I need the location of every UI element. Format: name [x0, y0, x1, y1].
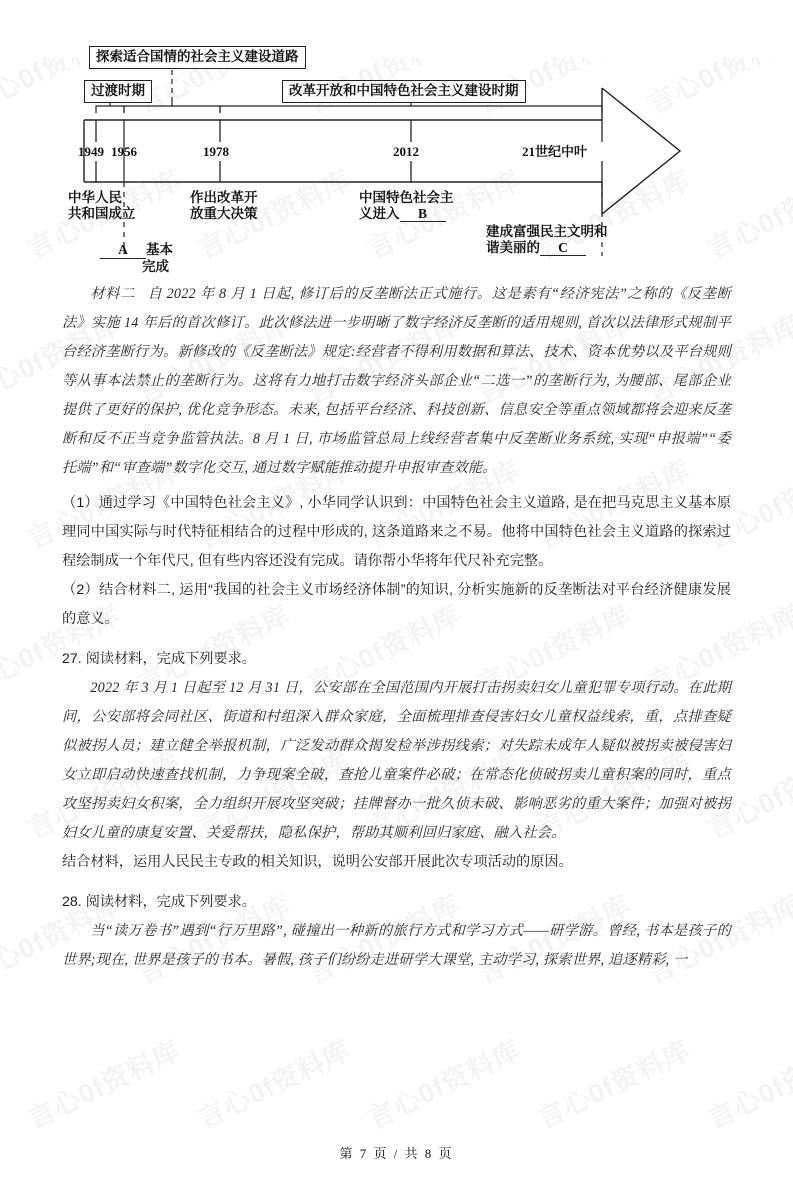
question-26-sub-1-text: 通过学习《中国特色社会主义》, 小华同学认识到：中国特色社会主义道路, 是在把马克思主义基本原理同中国实际与时代特征相结合的过程中形成的, 这条道路来之不易。他将中国特色社会主义道路的探索过程绘制成一个年代尺, 但有些内容还没有完成。请你帮小华将年代尺补充完整。	[62, 495, 732, 569]
timeline-box-explore: 探索适合国情的社会主义建设道路	[89, 46, 306, 69]
timeline-blank-b[interactable]: B	[400, 206, 446, 223]
question-28-number: 28.	[62, 894, 82, 910]
timeline-year-mid21c: 21世纪中叶	[522, 144, 588, 159]
question-27-heading	[62, 645, 731, 674]
timeline-caption-2012	[359, 190, 454, 222]
material-2-paragraph	[62, 280, 731, 483]
timeline-year-1978: 1978	[203, 144, 229, 159]
question-26-sub-1-number: （1）	[62, 495, 99, 511]
timeline-caption-1949-line1: 中华人民	[68, 190, 122, 205]
question-28-heading	[62, 888, 731, 917]
timeline-caption-1978	[190, 190, 258, 221]
question-27-material: 2022 年 3 月 1 日起至 12 月 31 日，公安部在全国范围内开展打击拐卖妇女儿童犯罪专项行动。在此期间，公安部将会同社区、街道和村组深入群众家庭，全面梳理排查侵害妇女儿童权益线索，重，点排查疑似被拐人员；建立健全举报机制，广泛发动群众揭发检举涉拐线索；对失踪未成年人疑似被拐卖被侵害妇女立即启动快速查找机制，力争现案全破，查抢儿童案件必破；在常态化侦破拐卖儿童积案的同时，重点攻坚拐卖妇女积案，全力组织开展攻坚突破；挂牌督办一批久侦未破、影响恶劣的重大案件；加强对被拐妇女儿童的康复安置、关爱帮扶，隐私保护，帮助其顺利回归家庭、融入社会。	[62, 680, 731, 841]
timeline-caption-1949-line2: 共和国成立	[68, 205, 136, 221]
timeline-caption-2012-line2: 义进入	[359, 205, 400, 221]
timeline-caption-1978-line1: 作出改革开	[190, 190, 258, 205]
timeline-caption-mid21c	[486, 224, 608, 256]
timeline-blank-c[interactable]: C	[540, 240, 586, 257]
material-2-block	[62, 280, 731, 483]
timeline-year-1949: 1949	[78, 144, 104, 159]
question-28-material: 当“读万卷书”遇到“行万里路”, 碰撞出一种新的旅行方式和学习方式——研学游。曾经, 书本是孩子的世界;现在, 世界是孩子的书本。暑假, 孩子们纷纷走进研学大课堂, 主动学习, 探索世界, 追逐精彩, 一	[62, 923, 731, 968]
timeline-blank-a[interactable]: A	[100, 242, 146, 259]
timeline-blank-a-group	[100, 242, 173, 274]
material-2-text: 自 2022 年 8 月 1 日起, 修订后的反垄断法正式施行。这是素有“经济宪法”之称的《反垄断法》实施 14 年后的首次修订。此次修法进一步明晰了数字经济反垄断的适用规则, 首次以法律形式规制平台经济垄断行为。新修改的《反垄断法》规定:经营者不得利用数据和算法、技术、资本优势以及平台规则等从事本法禁止的垄断行为。这将有力地打击数字经济头部企业“二选一”的垄断行为, 为腰部、尾部企业提供了更好的保护, 优化竞争形态。未来, 包括平台经济、科技创新、信息安全等重点领域都将会迎来反垄断和反不正当竞争监管执法。8 月 1 日, 市场监管总局上线经营者集中反垄断业务系统, 实现“申报端”“委托端”和“审查端”数字化交互, 通过数字赋能推动提升申报审查效能。	[62, 286, 731, 476]
timeline-box-transition: 过渡时期	[84, 80, 152, 103]
question-28-block	[62, 888, 731, 975]
timeline-caption-mid21c-line2: 谐美丽的	[486, 239, 540, 255]
question-27-prompt: 结合材料，运用人民民主专政的相关知识，说明公安部开展此次专项活动的原因。	[62, 854, 573, 870]
timeline-blank-a-suffix1: 基本	[146, 242, 173, 257]
timeline-caption-1949	[68, 190, 136, 221]
page-footer	[0, 1143, 793, 1162]
timeline-caption-1978-line2: 放重大决策	[190, 205, 258, 221]
question-26-sub-1	[62, 489, 731, 576]
document-page	[0, 49, 793, 1180]
question-26-subquestions	[62, 489, 731, 634]
question-28-stem: 阅读材料，完成下列要求。	[85, 894, 256, 910]
timeline-figure	[62, 49, 742, 280]
question-26-sub-2-text: 结合材料二, 运用“我国的社会主义市场经济体制”的知识, 分析实施新的反垄断法对平台经济健康发展的意义。	[62, 582, 731, 627]
page-number-text: 第 7 页 / 共 8 页	[339, 1146, 454, 1161]
timeline-year-1956: 1956	[111, 144, 137, 159]
question-26-sub-2	[62, 576, 731, 634]
material-2-label: 材料二	[90, 286, 135, 302]
question-27-block	[62, 645, 731, 877]
question-27-number: 27.	[62, 651, 82, 667]
timeline-year-2012: 2012	[393, 144, 419, 159]
timeline-box-reform: 改革开放和中国特色社会主义建设时期	[282, 80, 526, 103]
timeline-blank-a-suffix2: 完成	[142, 258, 169, 274]
question-26-sub-2-number: （2）	[62, 582, 99, 598]
timeline-caption-2012-line1: 中国特色社会主	[359, 190, 454, 205]
timeline-caption-mid21c-line1: 建成富强民主文明和	[486, 224, 608, 239]
question-27-stem: 阅读材料，完成下列要求。	[85, 651, 256, 667]
